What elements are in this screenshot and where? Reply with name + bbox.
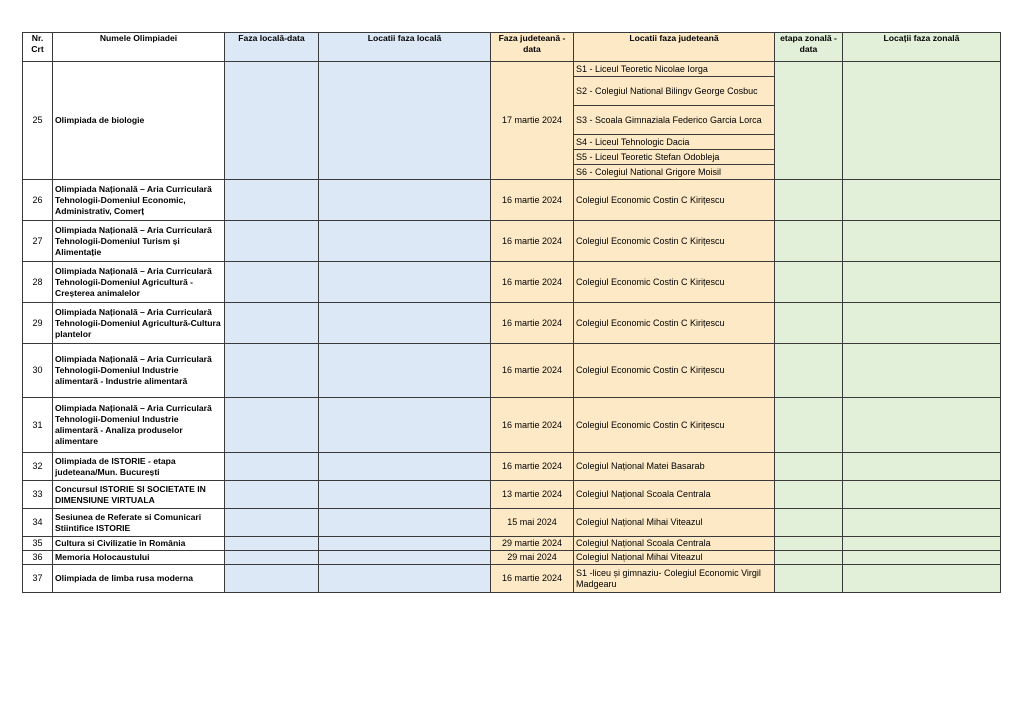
zonal-date-cell <box>775 565 843 593</box>
row-nr: 34 <box>23 509 53 537</box>
local-date-cell <box>225 565 319 593</box>
row-nr: 30 <box>23 344 53 398</box>
table-row <box>23 453 1001 481</box>
table-row <box>23 221 1001 262</box>
row-nr: 26 <box>23 180 53 221</box>
row-nr: 32 <box>23 453 53 481</box>
county-date: 29 mai 2024 <box>491 551 574 565</box>
local-locations-cell <box>319 262 491 303</box>
olympiad-name: Olimpiada Națională – Aria Curriculară Tehnologii-Domeniul Industrie alimentară - Analiza produselor alimentare <box>53 398 225 453</box>
row-nr: 29 <box>23 303 53 344</box>
zonal-date-cell <box>775 303 843 344</box>
county-date: 16 martie 2024 <box>491 453 574 481</box>
location-item: S6 - Colegiul National Grigore Moisil <box>576 166 722 177</box>
county-location: Colegiul Economic Costin C Kirițescu <box>574 344 775 398</box>
local-date-cell <box>225 62 319 180</box>
zonal-date-cell <box>775 509 843 537</box>
county-date: 16 martie 2024 <box>491 221 574 262</box>
county-date: 16 martie 2024 <box>491 565 574 593</box>
location-item: S5 - Liceul Teoretic Stefan Odobleja <box>574 150 774 165</box>
header-county-date: Faza judeteană - data <box>491 33 574 62</box>
zonal-date-cell <box>775 262 843 303</box>
county-location: Colegiul Național Matei Basarab <box>574 453 775 481</box>
table-row <box>23 180 1001 221</box>
county-location: Colegiul Economic Costin C Kirițescu <box>574 398 775 453</box>
zonal-locations-cell <box>843 344 1001 398</box>
county-date: 16 martie 2024 <box>491 180 574 221</box>
location-item: S3 - Scoala Gimnaziala Federico Garcia Lorca <box>574 106 774 135</box>
zonal-locations-cell <box>843 481 1001 509</box>
olympiad-name: Memoria Holocaustului <box>53 551 225 565</box>
local-locations-cell <box>319 180 491 221</box>
county-date: 16 martie 2024 <box>491 398 574 453</box>
local-locations-cell <box>319 344 491 398</box>
table-row <box>23 551 1001 565</box>
olympiad-name: Olimpiada Națională – Aria Curriculară Tehnologii-Domeniul Turism și Alimentație <box>53 221 225 262</box>
zonal-date-cell <box>775 453 843 481</box>
row-nr: 35 <box>23 537 53 551</box>
local-date-cell <box>225 551 319 565</box>
row-nr: 36 <box>23 551 53 565</box>
olympiad-name: Concursul ISTORIE SI SOCIETATE IN DIMENSIUNE VIRTUALA <box>53 481 225 509</box>
header-nr: Nr. Crt <box>23 33 53 62</box>
local-date-cell <box>225 262 319 303</box>
local-date-cell <box>225 509 319 537</box>
county-date: 16 martie 2024 <box>491 262 574 303</box>
zonal-date-cell <box>775 180 843 221</box>
row-nr: 25 <box>23 62 53 180</box>
header-local-locations: Locatii faza locală <box>319 33 491 62</box>
county-location: Colegiul Național Mihai Viteazul <box>574 551 775 565</box>
table-row <box>23 565 1001 593</box>
header-zonal-date: etapa zonală - data <box>775 33 843 62</box>
zonal-date-cell <box>775 537 843 551</box>
olympiad-name: Sesiunea de Referate si Comunicari Stiintifice ISTORIE <box>53 509 225 537</box>
zonal-locations-cell <box>843 62 1001 180</box>
local-locations-cell <box>319 453 491 481</box>
local-locations-cell <box>319 565 491 593</box>
zonal-locations-cell <box>843 180 1001 221</box>
county-date: 29 martie 2024 <box>491 537 574 551</box>
olympiad-name: Cultura si Civilizatie în România <box>53 537 225 551</box>
local-date-cell <box>225 398 319 453</box>
local-date-cell <box>225 344 319 398</box>
zonal-date-cell <box>775 344 843 398</box>
zonal-locations-cell <box>843 262 1001 303</box>
zonal-locations-cell <box>843 221 1001 262</box>
olympiad-name: Olimpiada Națională – Aria Curriculară Tehnologii-Domeniul Industrie alimentară - Industrie alimentară <box>53 344 225 398</box>
local-locations-cell <box>319 551 491 565</box>
olympiad-name: Olimpiada de biologie <box>53 62 225 180</box>
zonal-date-cell <box>775 62 843 180</box>
county-location: Colegiul Național Scoala Centrala <box>574 537 775 551</box>
local-locations-cell <box>319 537 491 551</box>
table-row <box>23 481 1001 509</box>
zonal-locations-cell <box>843 453 1001 481</box>
zonal-locations-cell <box>843 398 1001 453</box>
zonal-locations-cell <box>843 551 1001 565</box>
location-item: S4 - Liceul Tehnologic Dacia <box>574 135 774 150</box>
olympiad-name: Olimpiada Națională – Aria Curriculară Tehnologii-Domeniul Agricultură - Creșterea animalelor <box>53 262 225 303</box>
header-zonal-locations: Locații faza zonală <box>843 33 1001 62</box>
zonal-date-cell <box>775 481 843 509</box>
header-county-locations: Locatii faza judeteană <box>574 33 775 62</box>
local-date-cell <box>225 303 319 344</box>
header-local-date: Faza locală-data <box>225 33 319 62</box>
table-row <box>23 262 1001 303</box>
local-date-cell <box>225 481 319 509</box>
row-nr: 31 <box>23 398 53 453</box>
county-location: Colegiul Național Scoala Centrala <box>574 481 775 509</box>
table-row <box>23 398 1001 453</box>
county-date: 16 martie 2024 <box>491 303 574 344</box>
location-item: S2 - Colegiul National Bilingv George Cosbuc <box>574 77 774 106</box>
table-row <box>23 303 1001 344</box>
olympiad-name: Olimpiada de limba rusa moderna <box>53 565 225 593</box>
local-locations-cell <box>319 398 491 453</box>
local-locations-cell <box>319 303 491 344</box>
zonal-date-cell <box>775 551 843 565</box>
local-locations-cell <box>319 62 491 180</box>
county-location: Colegiul Economic Costin C Kirițescu <box>574 221 775 262</box>
row-nr: 28 <box>23 262 53 303</box>
header-row <box>23 33 1001 62</box>
header-name: Numele Olimpiadei <box>53 33 225 62</box>
county-date: 15 mai 2024 <box>491 509 574 537</box>
zonal-date-cell <box>775 398 843 453</box>
table-row <box>23 537 1001 551</box>
local-date-cell <box>225 180 319 221</box>
local-date-cell <box>225 221 319 262</box>
county-date: 13 martie 2024 <box>491 481 574 509</box>
olympiad-name: Olimpiada Națională – Aria Curriculară Tehnologii-Domeniul Economic, Administrativ, Comerț <box>53 180 225 221</box>
olympiad-name: Olimpiada Națională – Aria Curriculară Tehnologii-Domeniul Agricultură-Cultura plantelor <box>53 303 225 344</box>
zonal-locations-cell <box>843 509 1001 537</box>
table-row <box>23 62 1001 180</box>
zonal-date-cell <box>775 221 843 262</box>
county-location: S1 -liceu și gimnaziu- Colegiul Economic Virgil Madgearu <box>574 565 775 593</box>
row-nr: 27 <box>23 221 53 262</box>
row-nr: 37 <box>23 565 53 593</box>
county-location: Colegiul Național Mihai Viteazul <box>574 509 775 537</box>
county-date: 16 martie 2024 <box>491 344 574 398</box>
location-item: S1 - Liceul Teoretic Nicolae Iorga <box>574 62 774 77</box>
local-locations-cell <box>319 221 491 262</box>
olympiad-schedule-table <box>22 32 1001 593</box>
local-locations-cell <box>319 481 491 509</box>
county-location: Colegiul Economic Costin C Kirițescu <box>574 180 775 221</box>
county-location: Colegiul Economic Costin C Kirițescu <box>574 262 775 303</box>
row-nr: 33 <box>23 481 53 509</box>
local-date-cell <box>225 453 319 481</box>
county-date: 17 martie 2024 <box>491 62 574 180</box>
county-locations-list <box>574 62 775 180</box>
zonal-locations-cell <box>843 565 1001 593</box>
county-location: Colegiul Economic Costin C Kirițescu <box>574 303 775 344</box>
zonal-locations-cell <box>843 303 1001 344</box>
local-date-cell <box>225 537 319 551</box>
zonal-locations-cell <box>843 537 1001 551</box>
olympiad-name: Olimpiada de ISTORIE - etapa judeteana/Mun. București <box>53 453 225 481</box>
table-row <box>23 344 1001 398</box>
local-locations-cell <box>319 509 491 537</box>
table-row <box>23 509 1001 537</box>
